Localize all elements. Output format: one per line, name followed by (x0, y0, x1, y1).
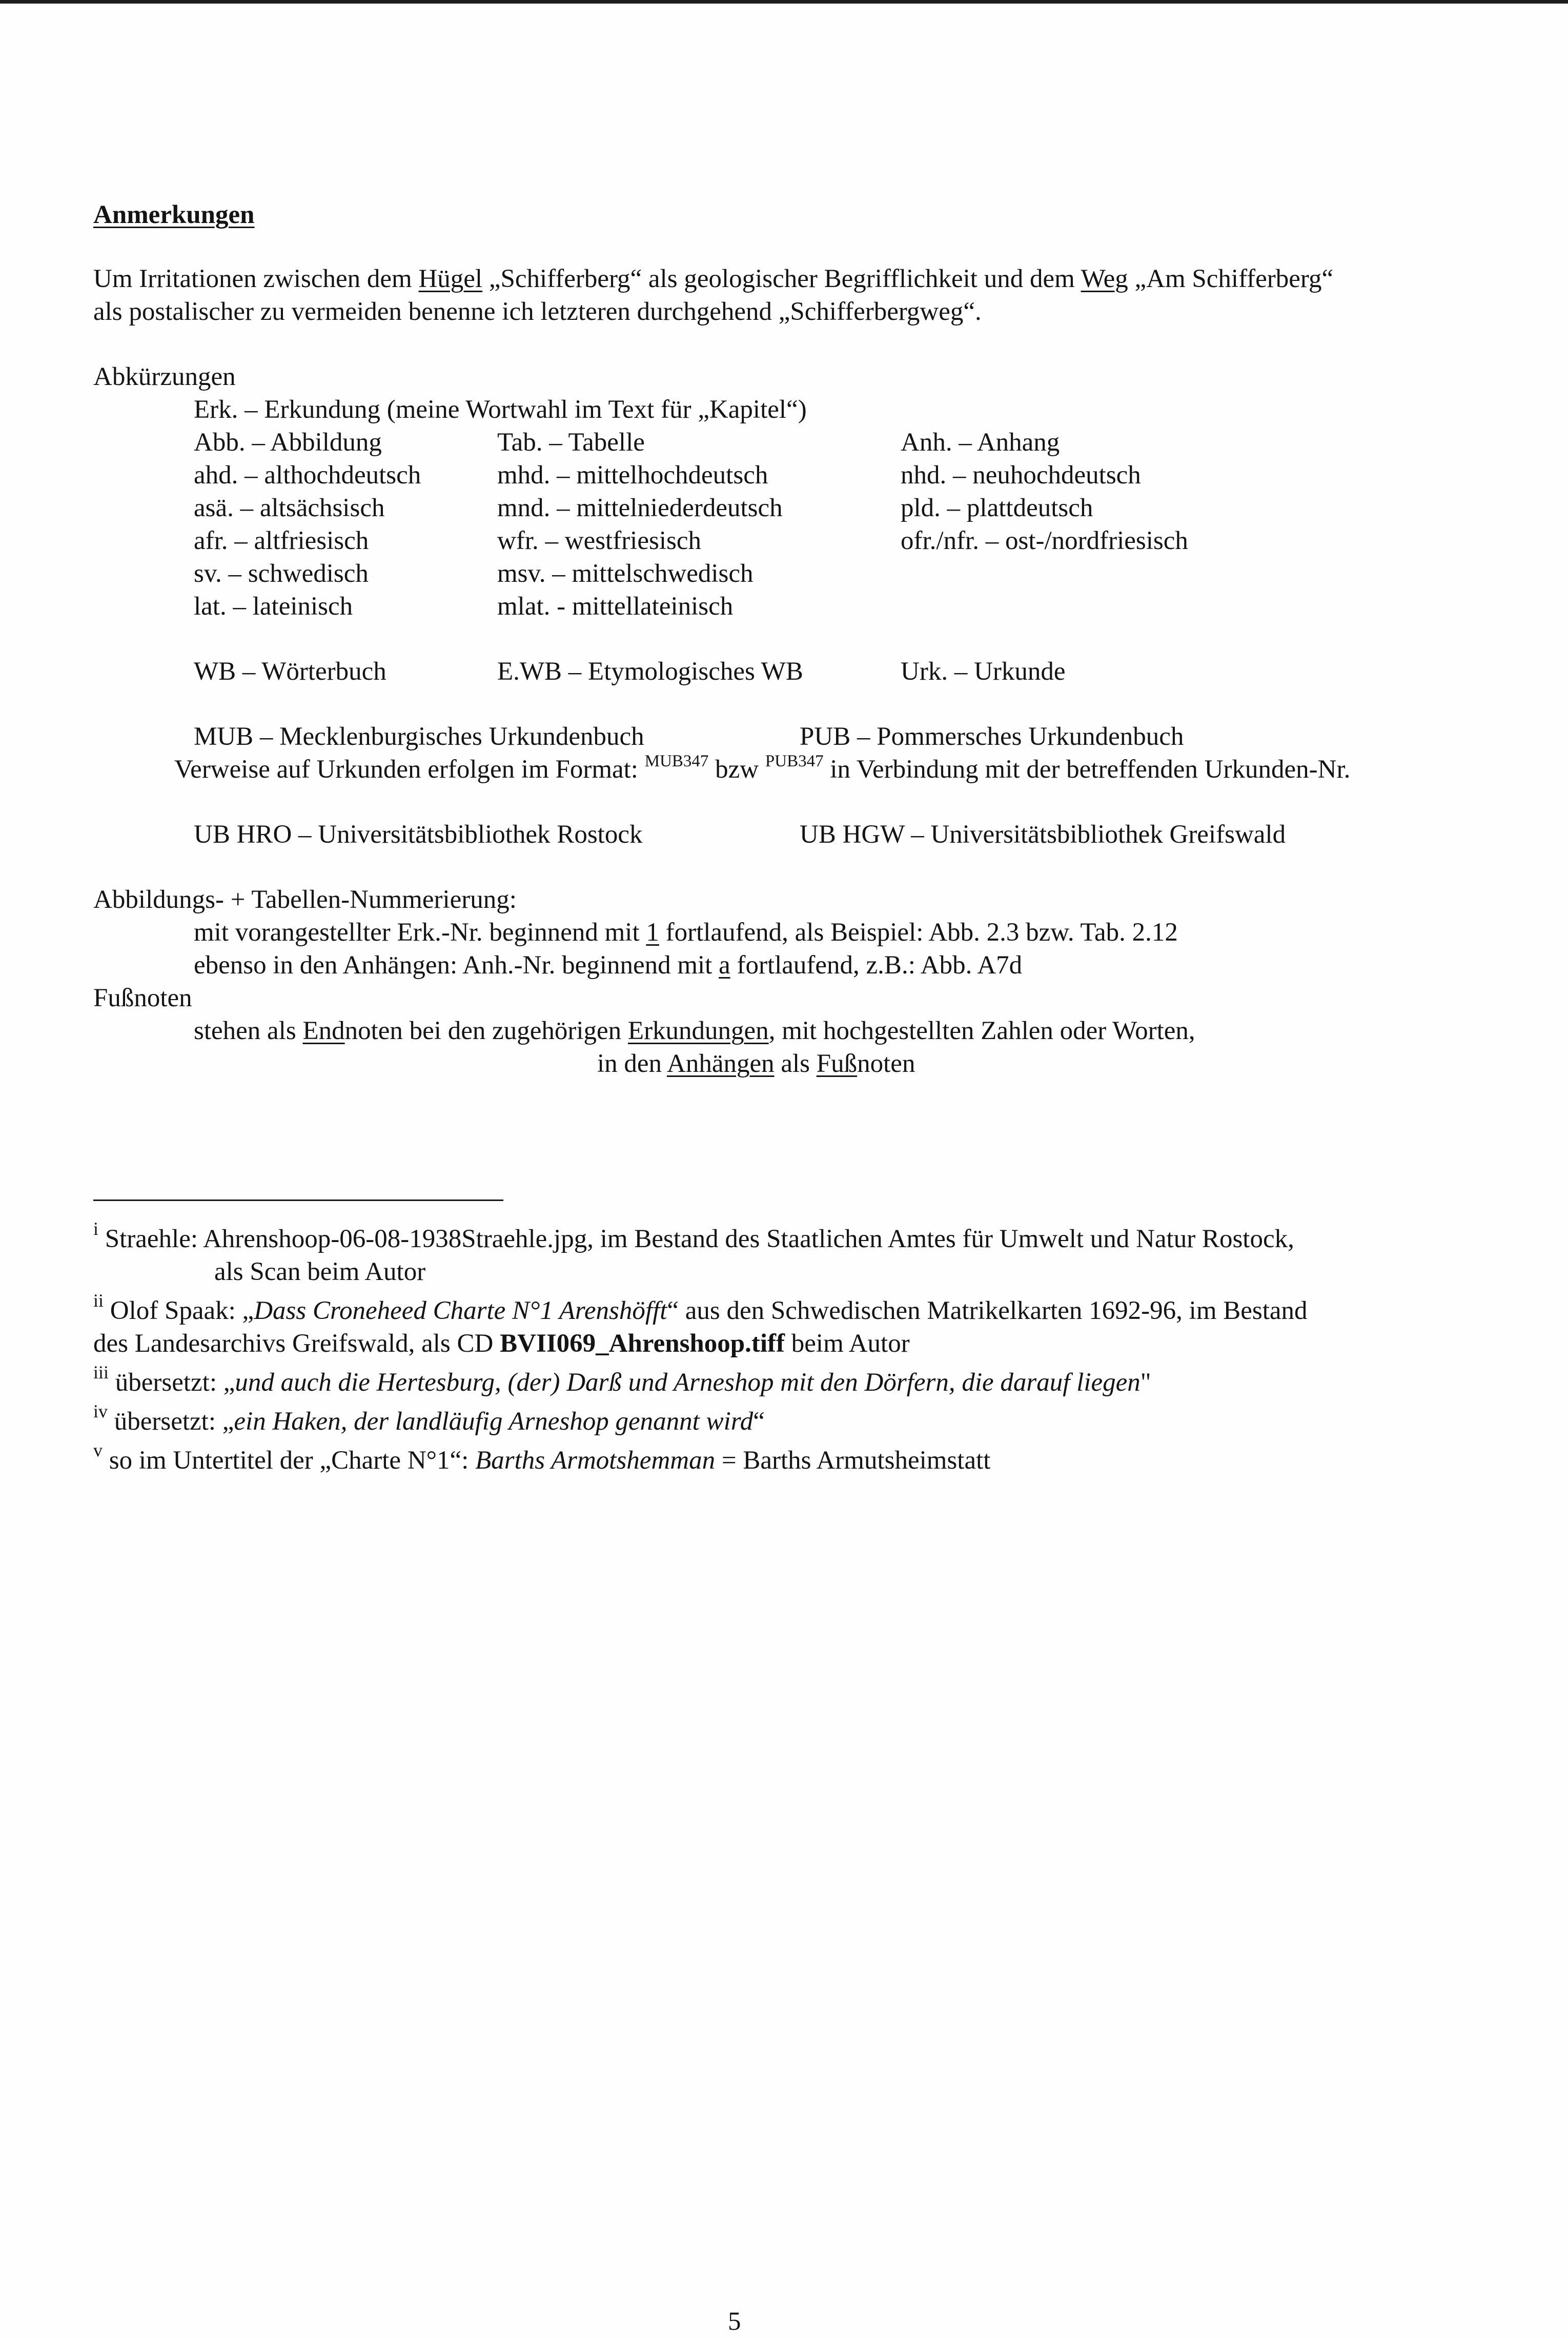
endnote-marker: iv (93, 1401, 108, 1421)
endnote-marker: v (93, 1440, 103, 1460)
abbr-item: mnd. – mittelniederdeutsch (497, 494, 783, 522)
abbr-item: mhd. – mittelhochdeutsch (497, 461, 768, 490)
abbr-item: afr. – altfriesisch (194, 526, 369, 555)
page-number: 5 (728, 2307, 741, 2336)
endnote-1: $^i$ Straehle: Ahrenshoop-06-08-1938Straehle.jpg, im Bestand des Staatlichen Amtes für Umwelt und Natur Rostock, (93, 1218, 1294, 1253)
abbr-item: Anh. – Anhang (901, 428, 1060, 457)
abbr-item: lat. – lateinisch (194, 592, 353, 621)
abbr-ubhro: UB HRO – Universitätsbibliothek Rostock (194, 820, 643, 849)
intro-line-1: Um Irritationen zwischen dem Hügel „Schifferberg“ als geologischer Begrifflichkeit und dem Weg „Am Schifferberg“ (93, 265, 1334, 293)
endnote-3: $^{iii}$ übersetzt: „und auch die Hertesburg, (der) Darß und Arneshop mit den Dörfern, die darauf liegen" (93, 1362, 1151, 1397)
abbr-ubhgw: UB HGW – Universitätsbibliothek Greifswald (800, 820, 1286, 849)
endnote-5: $^v$ so im Untertitel der „Charte N°1“: Barths Armotshemman = Barths Armutsheimstatt (93, 1440, 991, 1475)
abbr-item: nhd. – neuhochdeutsch (901, 461, 1141, 490)
endnote-2: $^{ii}$ Olof Spaak: „Dass Croneheed Charte N°1 Arenshöfft“ aus den Schwedischen Matrikelkarten 1692-96, im Bestand (93, 1290, 1308, 1325)
numbering-line-1: mit vorangestellter Erk.-Nr. beginnend mit 1 fortlaufend, als Beispiel: Abb. 2.3 bzw. Tab. 2.12 (194, 918, 1178, 947)
abbr-item: mlat. - mittellateinisch (497, 592, 734, 621)
endnote-marker: ii (93, 1290, 104, 1311)
endnote-marker: i (93, 1218, 99, 1239)
abbr-item: WB – Wörterbuch (194, 657, 386, 686)
abbr-reference-format: Verweise auf Urkunden erfolgen im Format: $^{MUB347}$ bzw $^{PUB347}$ in Verbindung mit der betreffenden Urkunden-Nr. (174, 752, 1351, 784)
abbr-item: asä. – altsächsisch (194, 494, 385, 522)
abbr-item: E.WB – Etymologisches WB (497, 657, 803, 686)
abbr-item: ahd. – althochdeutsch (194, 461, 421, 490)
abbr-item: msv. – mittelschwedisch (497, 559, 754, 588)
abbr-item: wfr. – westfriesisch (497, 526, 701, 555)
numbering-line-2: ebenso in den Anhängen: Anh.-Nr. beginnend mit a fortlaufend, z.B.: Abb. A7d (194, 951, 1023, 980)
endnote-marker: iii (93, 1362, 109, 1383)
abbr-erk: Erk. – Erkundung (meine Wortwahl im Text für „Kapitel“) (194, 395, 807, 424)
abbr-pub: PUB – Pommersches Urkundenbuch (800, 722, 1184, 751)
endnote-4: $^{iv}$ übersetzt: „ein Haken, der landläufig Arneshop genannt wird“ (93, 1401, 765, 1436)
abbr-item: Urk. – Urkunde (901, 657, 1066, 686)
abbr-title: Abkürzungen (93, 362, 236, 391)
scan-top-edge (0, 0, 1568, 4)
footnotes-title: Fußnoten (93, 984, 192, 1012)
abbr-item: ofr./nfr. – ost-/nordfriesisch (901, 526, 1188, 555)
abbr-item: Abb. – Abbildung (194, 428, 382, 457)
endnote-2-continuation: des Landesarchivs Greifswald, als CD BVII069_Ahrenshoop.tiff beim Autor (93, 1329, 910, 1358)
intro-line-2: als postalischer zu vermeiden benenne ich letzteren durchgehend „Schifferbergweg“. (93, 297, 982, 326)
abbr-mub: MUB – Mecklenburgisches Urkundenbuch (194, 722, 644, 751)
footnotes-line-1: stehen als Endnoten bei den zugehörigen Erkundungen, mit hochgestellten Zahlen oder Worten, (194, 1016, 1195, 1045)
endnote-1-continuation: als Scan beim Autor (214, 1257, 426, 1286)
footnote-separator (93, 1200, 503, 1201)
abbr-item: pld. – plattdeutsch (901, 494, 1093, 522)
abbr-item: sv. – schwedisch (194, 559, 369, 588)
page-title: Anmerkungen (93, 200, 255, 229)
numbering-title: Abbildungs- + Tabellen-Nummerierung: (93, 885, 517, 914)
footnotes-line-2: in den Anhängen als Fußnoten (597, 1049, 915, 1078)
abbr-item: Tab. – Tabelle (497, 428, 645, 457)
